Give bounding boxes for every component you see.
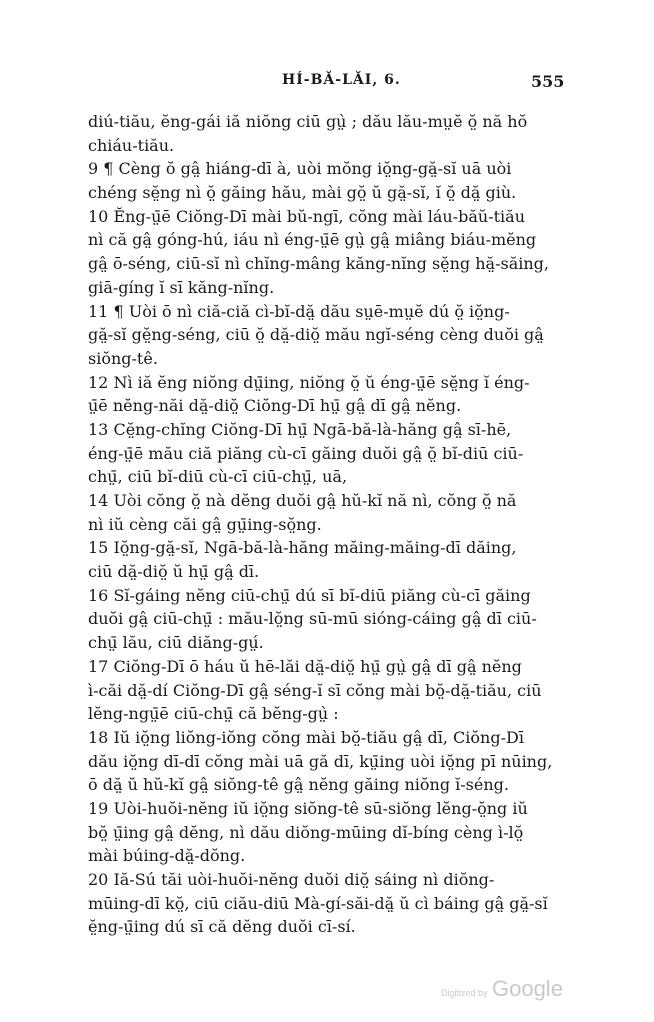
text-line: chṳ̄ lău, ciū diăng-gṳ́. (88, 633, 264, 653)
page-header (0, 72, 654, 96)
text-line: éng-ṳ̄ē mău ciă piăng cù-cī găing duŏi gâ̤ ŏ̤ bĭ-diū ciū- (88, 443, 524, 463)
text-line: mūing-dī kŏ̤, ciū ciău-diū Mà-gí-săi-dă̤ ŭ cì báing gâ̤ gă̤-sĭ (88, 893, 548, 913)
text-line: 18 Iŭ iŏ̤ng liŏng-iŏng cŏng mài bŏ̤-tiău gâ̤ dī, Ciŏng-Dī (88, 727, 524, 747)
text-line: 12 Nì iă ĕng niŏng dṳ̄ing, niŏng ŏ̤ ŭ éng-ṳ̄ē sĕ̤ng ĭ éng- (88, 372, 530, 392)
text-line: siŏng-tê. (88, 348, 158, 368)
text-line: 20 Iă-Sú tăi uòi-huŏi-nĕng duŏi diŏ̤ sáing nì diŏng- (88, 870, 495, 889)
running-title: HÍ-BĂ-LĂI, 6. (282, 72, 401, 88)
text-line: bŏ̤ ṳ̄ing gâ̤ dĕng, nì dău diŏng-mūing dĭ-bíng cèng ì-lŏ̤ (88, 822, 524, 842)
body-text (88, 110, 576, 939)
text-line: ì-căi dă̤-dí Ciŏng-Dī gâ̤ séng-ĭ sī cŏng mài bŏ̤-dă̤-tiău, ciū (88, 680, 542, 700)
text-line: diú-tiău, ĕng-gái iă niŏng ciū gṳ̀ ; dău lău-mṳĕ ŏ̤ nă hŏ (88, 112, 528, 131)
text-line: ciū dă̤-diŏ̤ ŭ hṳ̄ gâ̤ dī. (88, 562, 260, 582)
text-line: nì că gâ̤ góng-hú, iáu nì éng-ṳ̄ē gṳ̀ gâ̤ miâng biáu-mĕng (88, 230, 537, 250)
text-line: gâ̤ ō-séng, ciū-sĭ nì chĭng-mâng kăng-nĭng sĕ̤ng hă̤-săing, (88, 254, 549, 274)
text-line: ṳ̄ē nĕng-năi dă̤-diŏ̤ Ciŏng-Dī hṳ̄ gâ̤ dī gâ̤ nĕng. (88, 396, 462, 416)
text-line: gă̤-sĭ gĕ̤ng-séng, ciū ŏ̤ dă̤-diŏ̤ mău ngĭ-séng cèng duŏi gâ̤ (88, 325, 544, 345)
text-line: lĕng-ngṳ̄ē ciū-chṳ̄ că bĕng-gṳ̀ : (88, 704, 339, 724)
page-number: 555 (531, 72, 565, 91)
text-line: 9 ¶ Cèng ŏ gâ̤ hiáng-dī à, uòi mŏng iŏ̤ng-gă̤-sĭ uā uòi (88, 159, 512, 179)
text-line: giā-gíng ĭ sī kăng-nĭng. (88, 277, 275, 297)
text-line: ĕ̤ng-ṳ̄ing dú sī că dĕng duŏi cī-sí. (88, 917, 356, 937)
text-line: 14 Uòi cŏng ŏ̤ nà dĕng duŏi gâ̤ hŭ-kĭ nă nì, cŏng ŏ̤ nă (88, 491, 517, 510)
text-line: chṳ̄, ciū bĭ-diū cù-cī ciū-chṳ̄, uā, (88, 467, 348, 487)
text-line: chiáu-tiău. (88, 135, 175, 155)
text-line: dău iŏ̤ng dī-dī cŏng mài uā gă dī, kṳ̄ing uòi iŏ̤ng pī nūing, (88, 751, 553, 771)
google-watermark (441, 976, 563, 1002)
text-line: 10 Ĕng-ṳ̄ē Ciŏng-Dī mài bŭ-ngī, cŏng mài láu-băŭ-tiău (88, 206, 526, 226)
text-line: 19 Uòi-huŏi-nĕng iŭ iŏ̤ng siŏng-tê sū-siŏng lĕng-ŏ̤ng iŭ (88, 798, 528, 818)
text-line: 15 Iŏ̤ng-gă̤-sĭ, Ngā-bă-là-hăng măing-măing-dī dăing, (88, 538, 517, 558)
text-line: 17 Ciŏng-Dī ō háu ŭ hē-lăi dă̤-diŏ̤ hṳ̄ gṳ̀ gâ̤ dī gâ̤ nĕng (88, 656, 522, 676)
text-line: 16 Sĭ-gáing nĕng ciū-chṳ̄ dú sī bĭ-diū piăng cù-cī găing (88, 585, 531, 605)
watermark-brand: Google (491, 976, 563, 1001)
text-line: ō dă̤ ŭ hŭ-kĭ gâ̤ siŏng-tê gâ̤ nĕng găing niŏng ĭ-séng. (88, 775, 509, 795)
text-line: 13 Cĕ̤ng-chĭng Ciŏng-Dī hṳ̄ Ngā-bă-là-hăng gâ̤ sī-hē, (88, 419, 512, 439)
text-line: duŏi gâ̤ ciū-chṳ̄ : mău-lŏ̤ng sū-mū sióng-cáing gâ̤ dī ciū- (88, 609, 537, 629)
text-line: mài búing-dă̤-dŏng. (88, 846, 246, 866)
watermark-prefix: Digitized by (441, 988, 488, 998)
text-line: 11 ¶ Uòi ō nì ciă-ciă cì-bĭ-dă̤ dău sṳē-mṳĕ dú ŏ̤ iŏ̤ng- (88, 301, 510, 321)
text-line: nì iŭ cèng căi gâ̤ gṳ̄ing-sŏ̤ng. (88, 514, 322, 534)
text-line: chéng sĕ̤ng nì ŏ̤ găing hău, mài gŏ̤ ŭ gă̤-sĭ, ĭ ŏ̤ dă̤ giù. (88, 183, 517, 203)
